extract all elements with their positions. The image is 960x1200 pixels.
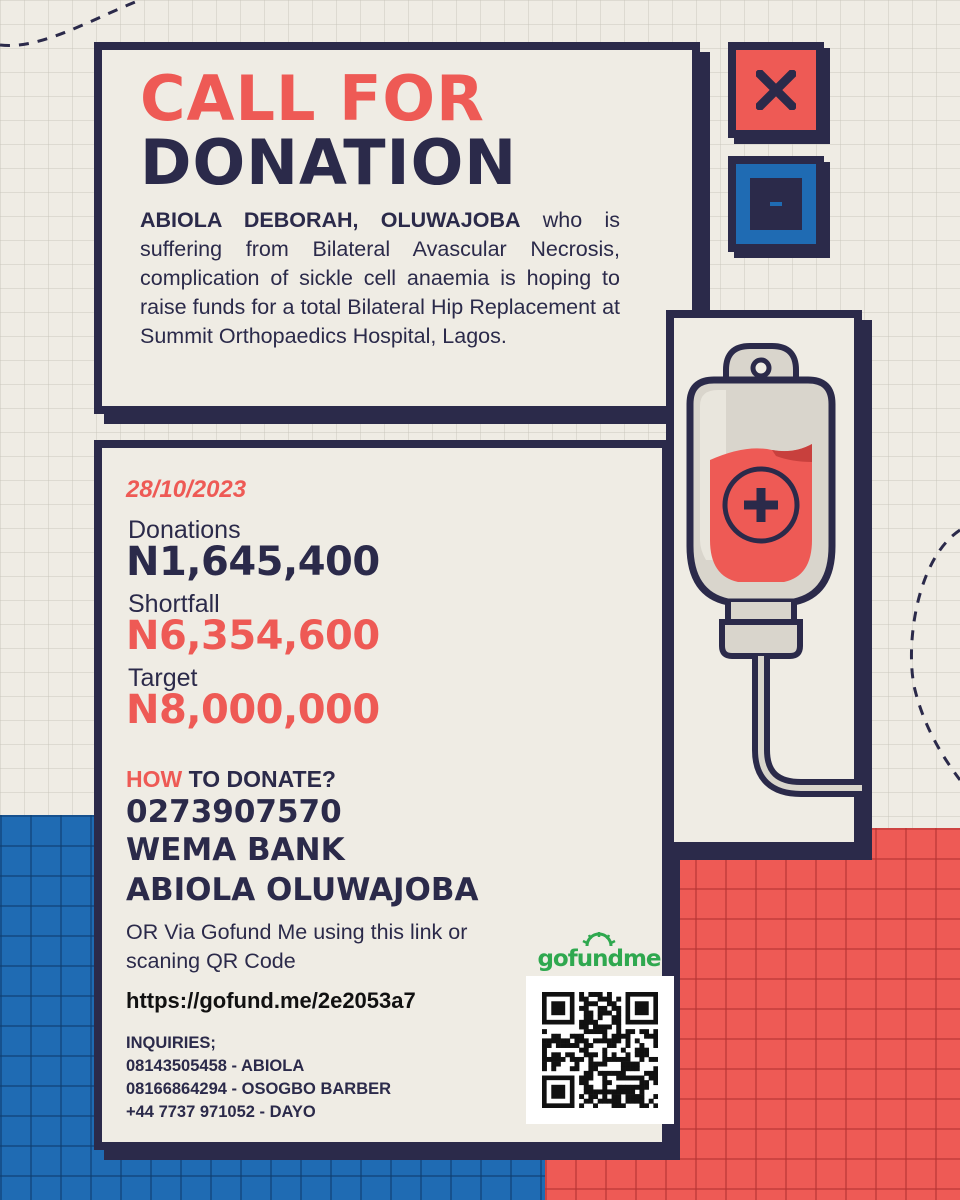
info-panel	[94, 440, 670, 1150]
description	[140, 206, 620, 351]
qr-code-graphic	[542, 992, 658, 1108]
inquiry-line: 08166864294 - OSOGBO BARBER	[126, 1080, 392, 1098]
blood-bag-panel	[666, 310, 862, 850]
gofundme-link[interactable]: https://gofund.me/2e2053a7	[126, 988, 416, 1013]
description-text: who is suffering from Bilateral Avascular Necrosis, complication of sickle cell anaemia is hoping to raise funds for a total Bilateral Hip Replacement at Summit Orthopaedics Hospital, Lagos.	[140, 208, 620, 348]
how-rest: TO DONATE?	[182, 766, 336, 792]
patient-name: ABIOLA DEBORAH, OLUWAJOBA	[140, 208, 521, 232]
gofundme-logo-text: gofundme	[537, 946, 661, 972]
inquiries-heading: INQUIRIES;	[126, 1034, 216, 1052]
bank-name: WEMA BANK	[126, 832, 345, 868]
account-name: ABIOLA OLUWAJOBA	[126, 872, 479, 908]
donations-value: N1,645,400	[126, 539, 380, 585]
close-button[interactable]	[728, 42, 824, 138]
title-line1: CALL FOR	[140, 62, 485, 135]
gofundme-logo	[532, 932, 666, 972]
inquiry-line: +44 7737 971052 - DAYO	[126, 1103, 316, 1121]
minimize-button[interactable]	[728, 156, 824, 252]
account-number: 0273907570	[126, 794, 342, 830]
close-icon	[756, 70, 796, 110]
qr-code[interactable]	[526, 976, 674, 1124]
gofundme-instructions: OR Via Gofund Me using this link or scaning QR Code	[126, 920, 468, 973]
how-to-donate-heading	[126, 766, 336, 793]
blood-bag-icon	[666, 310, 862, 850]
header-panel	[94, 42, 700, 414]
title-line2: DONATION	[140, 126, 518, 199]
inquiry-line: 08143505458 - ABIOLA	[126, 1057, 305, 1075]
target-value: N8,000,000	[126, 687, 380, 733]
shortfall-value: N6,354,600	[126, 613, 380, 659]
target-label: Target	[128, 664, 198, 692]
how-highlight: HOW	[126, 766, 183, 792]
date: 28/10/2023	[126, 476, 247, 503]
minimize-icon	[750, 178, 802, 230]
donations-label: Donations	[128, 516, 241, 544]
sun-icon	[579, 932, 619, 946]
shortfall-label: Shortfall	[128, 590, 220, 618]
